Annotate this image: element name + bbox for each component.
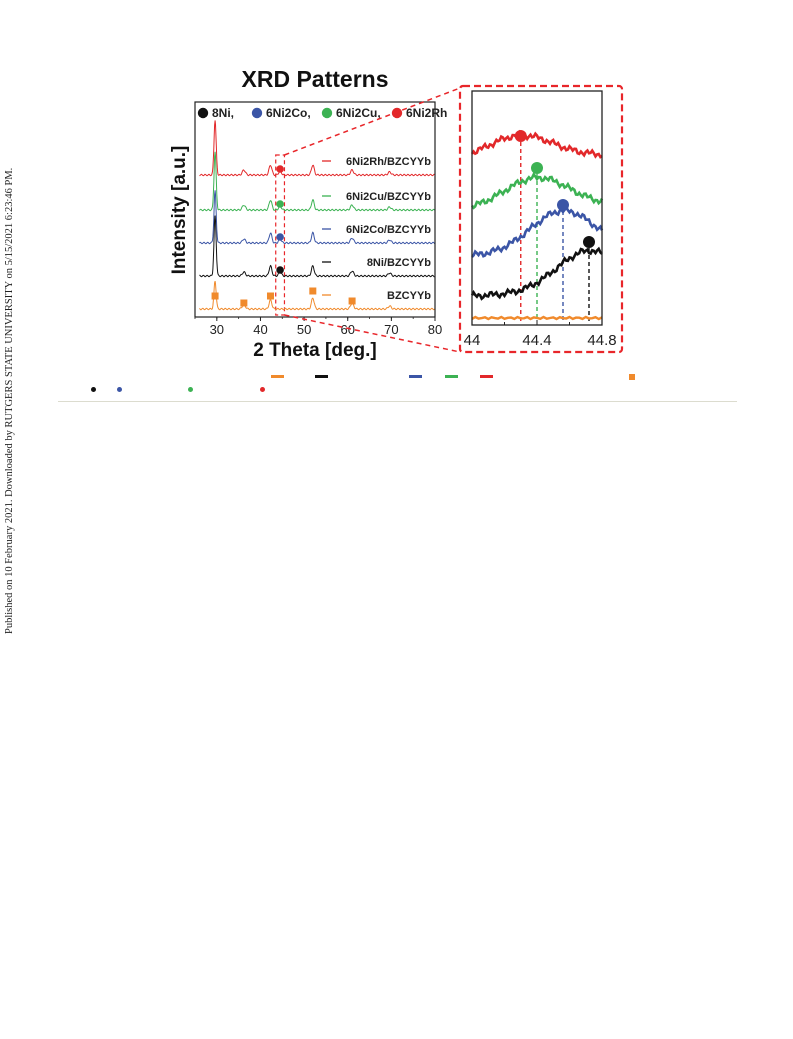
x-tick-label: 40	[253, 322, 268, 337]
base-square-marker	[212, 293, 219, 300]
marker-legend-label: 6Ni2Co,	[266, 106, 311, 120]
x-tick-label: 80	[427, 322, 443, 337]
xrd-figure	[0, 0, 793, 400]
strip-square-base	[629, 374, 635, 380]
peak-marker	[276, 200, 284, 208]
strip-line-cu	[445, 375, 458, 378]
inset-peak-marker	[557, 199, 569, 211]
x-tick-label: 50	[296, 322, 312, 337]
x-axis-label: 2 Theta [deg.]	[253, 340, 377, 361]
strip-dot-rh	[260, 387, 265, 392]
inset-base-line	[472, 317, 602, 319]
base-square-marker	[267, 293, 274, 300]
strip-line-base	[271, 375, 284, 378]
strip-dot-ni	[91, 387, 96, 392]
marker-legend-label: 8Ni,	[212, 106, 235, 120]
page-divider	[58, 401, 737, 402]
zoom-connector	[284, 88, 460, 155]
series-label: BZCYYb	[387, 290, 431, 302]
peak-marker	[276, 266, 284, 274]
inset-peak-marker	[531, 162, 543, 174]
series-label: 6Ni2Co/BZCYYb	[346, 224, 431, 236]
inset-x-tick-label: 44.8	[587, 332, 617, 349]
peak-marker	[276, 233, 284, 241]
series-label: 8Ni/BZCYYb	[366, 257, 431, 269]
x-tick-label: 70	[384, 322, 399, 337]
inset-peak-marker	[515, 130, 527, 142]
y-axis-label: Intensity [a.u.]	[169, 145, 190, 275]
peak-marker	[276, 165, 284, 173]
strip-line-ni	[315, 375, 328, 378]
marker-legend-dot	[252, 108, 262, 118]
base-square-marker	[309, 288, 316, 295]
marker-legend-dot	[198, 108, 208, 118]
strip-dot-co	[117, 387, 122, 392]
strip-line-co	[409, 375, 422, 378]
strip-line-rh	[480, 375, 493, 378]
series-label: 6Ni2Rh/BZCYYb	[346, 156, 431, 168]
x-tick-label: 60	[340, 322, 355, 337]
inset-x-tick-label: 44	[463, 332, 481, 349]
marker-legend-label: 6Ni2Cu,	[336, 106, 381, 120]
inset-peak-marker	[583, 236, 595, 248]
series-label: 6Ni2Cu/BZCYYb	[346, 191, 431, 203]
legend-strip	[0, 368, 793, 398]
marker-legend-dot	[322, 108, 332, 118]
zoom-box	[460, 86, 622, 352]
base-square-marker	[349, 298, 356, 305]
inset-series-line	[472, 132, 602, 157]
base-square-marker	[240, 300, 247, 307]
marker-legend-dot	[392, 108, 402, 118]
chart-title: XRD Patterns	[241, 66, 389, 92]
inset-x-tick-label: 44.4	[522, 332, 552, 349]
x-tick-label: 30	[209, 322, 225, 337]
strip-dot-cu	[188, 387, 193, 392]
side-note: Published on 10 February 2021. Downloaded by RUTGERS STATE UNIVERSITY on 5/15/2021 6:23:46 PM.	[4, 167, 15, 634]
marker-legend-label: 6Ni2Rh	[406, 106, 448, 120]
